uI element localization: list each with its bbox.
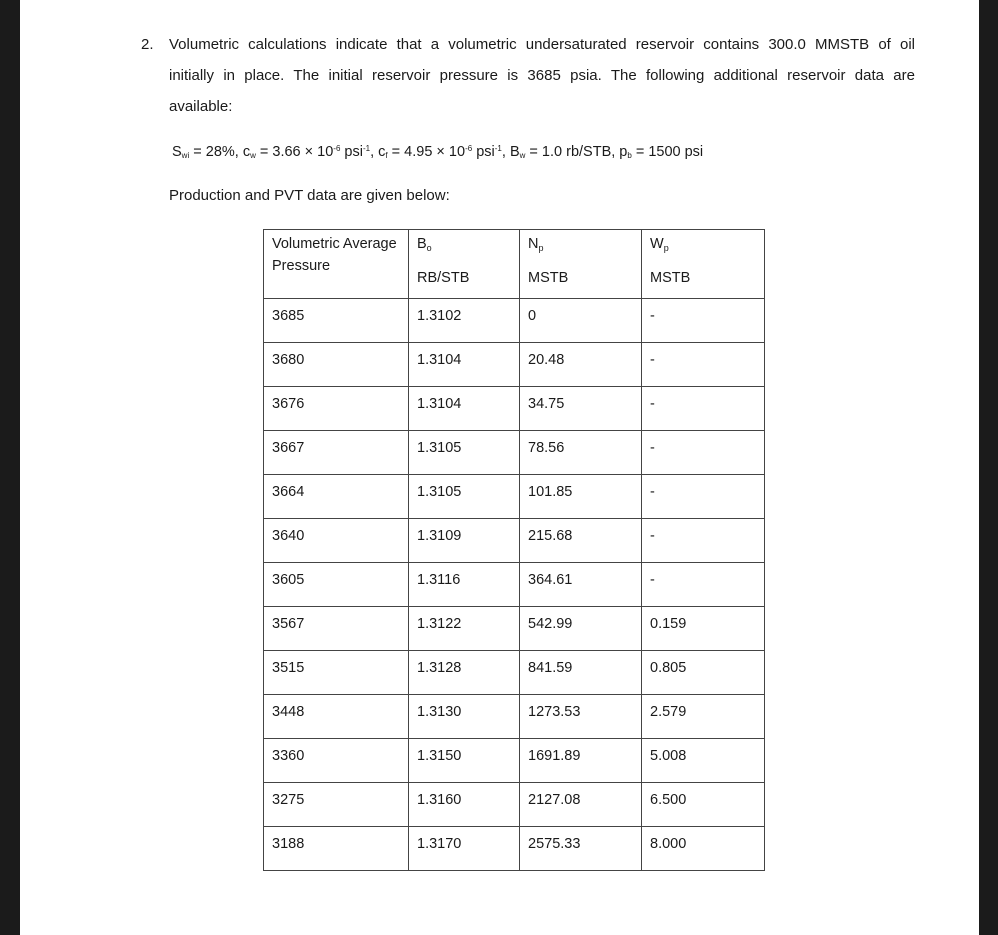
cell-np: 2575.33 bbox=[520, 827, 642, 871]
cell-wp: 5.008 bbox=[642, 739, 765, 783]
header-bo: $B_o$ RB/STB bbox=[409, 230, 520, 299]
header-wp: $W_p$ MSTB bbox=[642, 230, 765, 299]
cell-pressure: 3640 bbox=[264, 519, 409, 563]
cell-wp: - bbox=[642, 519, 765, 563]
cell-pressure: 3685 bbox=[264, 299, 409, 343]
table-row bbox=[264, 343, 765, 387]
cell-wp: - bbox=[642, 387, 765, 431]
cell-pressure: 3605 bbox=[264, 563, 409, 607]
cell-bo: 1.3116 bbox=[409, 563, 520, 607]
table-row bbox=[264, 739, 765, 783]
pvt-data-table bbox=[263, 229, 765, 871]
cell-wp: 0.805 bbox=[642, 651, 765, 695]
cell-np: 0 bbox=[520, 299, 642, 343]
cell-np: 2127.08 bbox=[520, 783, 642, 827]
cell-pressure: 3664 bbox=[264, 475, 409, 519]
paragraph-line-3: available: bbox=[169, 98, 233, 115]
cell-bo: 1.3128 bbox=[409, 651, 520, 695]
cell-bo: 1.3109 bbox=[409, 519, 520, 563]
cell-np: 215.68 bbox=[520, 519, 642, 563]
cell-wp: 6.500 bbox=[642, 783, 765, 827]
table-row bbox=[264, 519, 765, 563]
table-row bbox=[264, 695, 765, 739]
cell-wp: 0.159 bbox=[642, 607, 765, 651]
cell-bo: 1.3170 bbox=[409, 827, 520, 871]
header-pressure: Volumetric Average Pressure bbox=[264, 230, 409, 299]
table-row bbox=[264, 827, 765, 871]
question-number: 2. bbox=[141, 36, 154, 53]
table-intro: Production and PVT data are given below: bbox=[169, 187, 450, 204]
cell-bo: 1.3105 bbox=[409, 431, 520, 475]
cell-wp: - bbox=[642, 431, 765, 475]
cell-np: 34.75 bbox=[520, 387, 642, 431]
cell-np: 542.99 bbox=[520, 607, 642, 651]
cell-pressure: 3275 bbox=[264, 783, 409, 827]
cell-bo: 1.3105 bbox=[409, 475, 520, 519]
cell-wp: 8.000 bbox=[642, 827, 765, 871]
cell-bo: 1.3102 bbox=[409, 299, 520, 343]
reservoir-parameters: $S_{wi} = 28\%$, $c_w = 3.66 \times 10^{-6}$ psi$^{-1}$, $c_f = 4.95 \times 10^{-6}$ psi$^{-1}$, $B_w = 1.0$ rb/STB, $p_b = 1500$ psi bbox=[172, 144, 704, 160]
paragraph-line-2: initially in place. The initial reservoir pressure is 3685 psia. The following additional reservoir data are bbox=[169, 67, 915, 84]
cell-pressure: 3676 bbox=[264, 387, 409, 431]
cell-np: 78.56 bbox=[520, 431, 642, 475]
cell-np: 364.61 bbox=[520, 563, 642, 607]
cell-bo: 1.3104 bbox=[409, 387, 520, 431]
paragraph-line-1: Volumetric calculations indicate that a volumetric undersaturated reservoir contains 300.0 MMSTB of oil bbox=[169, 36, 915, 53]
cell-wp: - bbox=[642, 343, 765, 387]
table-row bbox=[264, 783, 765, 827]
cell-np: 841.59 bbox=[520, 651, 642, 695]
cell-bo: 1.3122 bbox=[409, 607, 520, 651]
cell-pressure: 3567 bbox=[264, 607, 409, 651]
cell-pressure: 3680 bbox=[264, 343, 409, 387]
cell-pressure: 3667 bbox=[264, 431, 409, 475]
table-row bbox=[264, 387, 765, 431]
table-row bbox=[264, 475, 765, 519]
cell-bo: 1.3150 bbox=[409, 739, 520, 783]
table-header-row bbox=[264, 230, 765, 299]
cell-wp: 2.579 bbox=[642, 695, 765, 739]
cell-pressure: 3188 bbox=[264, 827, 409, 871]
table-row bbox=[264, 607, 765, 651]
cell-np: 1691.89 bbox=[520, 739, 642, 783]
cell-wp: - bbox=[642, 475, 765, 519]
cell-wp: - bbox=[642, 299, 765, 343]
header-np: $N_p$ MSTB bbox=[520, 230, 642, 299]
cell-bo: 1.3104 bbox=[409, 343, 520, 387]
table-row bbox=[264, 431, 765, 475]
document-page bbox=[20, 0, 979, 935]
cell-bo: 1.3130 bbox=[409, 695, 520, 739]
cell-pressure: 3515 bbox=[264, 651, 409, 695]
cell-pressure: 3448 bbox=[264, 695, 409, 739]
table-row bbox=[264, 563, 765, 607]
table-row bbox=[264, 299, 765, 343]
table-row bbox=[264, 651, 765, 695]
cell-np: 101.85 bbox=[520, 475, 642, 519]
cell-np: 1273.53 bbox=[520, 695, 642, 739]
cell-pressure: 3360 bbox=[264, 739, 409, 783]
cell-bo: 1.3160 bbox=[409, 783, 520, 827]
cell-wp: - bbox=[642, 563, 765, 607]
cell-np: 20.48 bbox=[520, 343, 642, 387]
